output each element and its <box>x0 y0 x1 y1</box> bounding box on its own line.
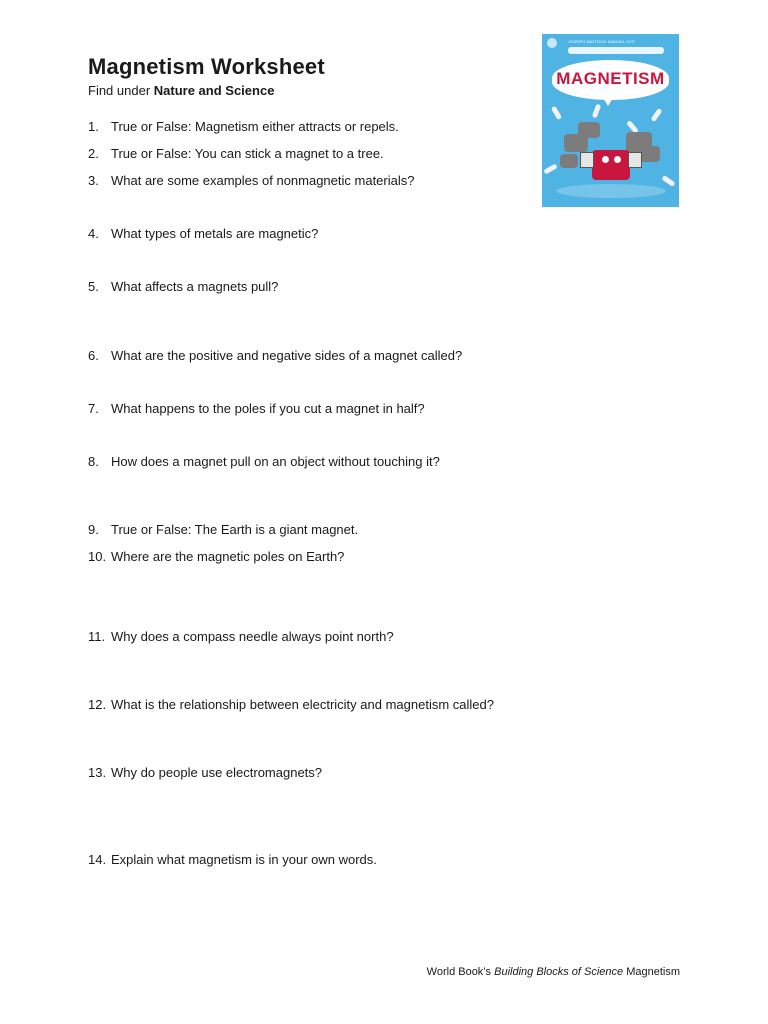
question-item <box>88 629 394 644</box>
bone-icon <box>592 104 601 119</box>
question-item <box>88 348 462 363</box>
question-item <box>88 173 414 188</box>
question-number: 8. <box>88 454 99 469</box>
question-number: 5. <box>88 279 99 294</box>
question-number: 6. <box>88 348 99 363</box>
rock-shape <box>640 146 660 162</box>
footer-prefix: World Book’s <box>426 966 495 978</box>
rock-shape <box>560 154 578 168</box>
subtitle-category: Nature and Science <box>153 83 275 98</box>
ground-shadow <box>556 184 666 198</box>
question-item <box>88 765 322 780</box>
question-number: 1. <box>88 119 99 134</box>
question-text: What are the positive and negative sides of a magnet called? <box>111 348 463 363</box>
question-text: True or False: The Earth is a giant magnet. <box>111 522 359 537</box>
bone-icon <box>543 163 558 174</box>
question-number: 7. <box>88 401 99 416</box>
question-item <box>88 522 358 537</box>
question-text: Explain what magnetism is in your own words. <box>111 852 377 867</box>
bone-icon <box>551 106 562 121</box>
question-item <box>88 146 384 161</box>
cover-series-banner <box>568 47 664 54</box>
rock-shape <box>578 122 600 138</box>
magnet-character <box>592 150 630 180</box>
bone-icon <box>650 108 662 122</box>
question-item <box>88 119 399 134</box>
question-text: How does a magnet pull on an object without touching it? <box>111 454 440 469</box>
question-item <box>88 401 425 416</box>
question-number: 3. <box>88 173 99 188</box>
question-number: 14. <box>88 852 107 867</box>
cover-authors: JOSEPH MIDTHUN SAMUEL HITI <box>568 39 635 44</box>
eye-icon <box>602 156 609 163</box>
footer-series-title: Building Blocks of Science <box>494 966 624 978</box>
bone-icon <box>661 175 675 187</box>
magnet-pole-right <box>628 152 642 168</box>
question-text: What affects a magnets pull? <box>111 279 279 294</box>
question-item <box>88 226 318 241</box>
question-text: What are some examples of nonmagnetic materials? <box>111 173 415 188</box>
question-number: 13. <box>88 765 107 780</box>
question-number: 2. <box>88 146 99 161</box>
question-text: True or False: Magnetism either attracts or repels. <box>111 119 399 134</box>
question-item <box>88 697 494 712</box>
question-text: Where are the magnetic poles on Earth? <box>111 549 345 564</box>
question-text: What happens to the poles if you cut a magnet in half? <box>111 401 425 416</box>
question-text: What types of metals are magnetic? <box>111 226 319 241</box>
question-text: What is the relationship between electricity and magnetism called? <box>111 697 494 712</box>
footer-credit <box>427 966 680 978</box>
question-number: 10. <box>88 549 107 564</box>
book-cover-image <box>542 34 679 207</box>
footer-suffix: Magnetism <box>623 966 680 978</box>
question-number: 9. <box>88 522 99 537</box>
question-text: Why does a compass needle always point north? <box>111 629 394 644</box>
question-text: True or False: You can stick a magnet to a tree. <box>111 146 384 161</box>
question-number: 4. <box>88 226 99 241</box>
publisher-logo-icon <box>547 38 557 48</box>
question-item <box>88 549 344 564</box>
page-title: Magnetism Worksheet <box>88 54 325 79</box>
magnet-pole-left <box>580 152 594 168</box>
speech-bubble-tail <box>602 96 614 106</box>
question-item <box>88 852 377 867</box>
eye-icon <box>614 156 621 163</box>
cover-title: MAGNETISM <box>556 69 665 88</box>
question-text: Why do people use electromagnets? <box>111 765 323 780</box>
question-item <box>88 454 440 469</box>
question-number: 12. <box>88 697 107 712</box>
question-item <box>88 279 278 294</box>
subtitle-prefix: Find under <box>88 83 154 98</box>
question-number: 11. <box>88 629 106 644</box>
subtitle <box>88 83 274 98</box>
